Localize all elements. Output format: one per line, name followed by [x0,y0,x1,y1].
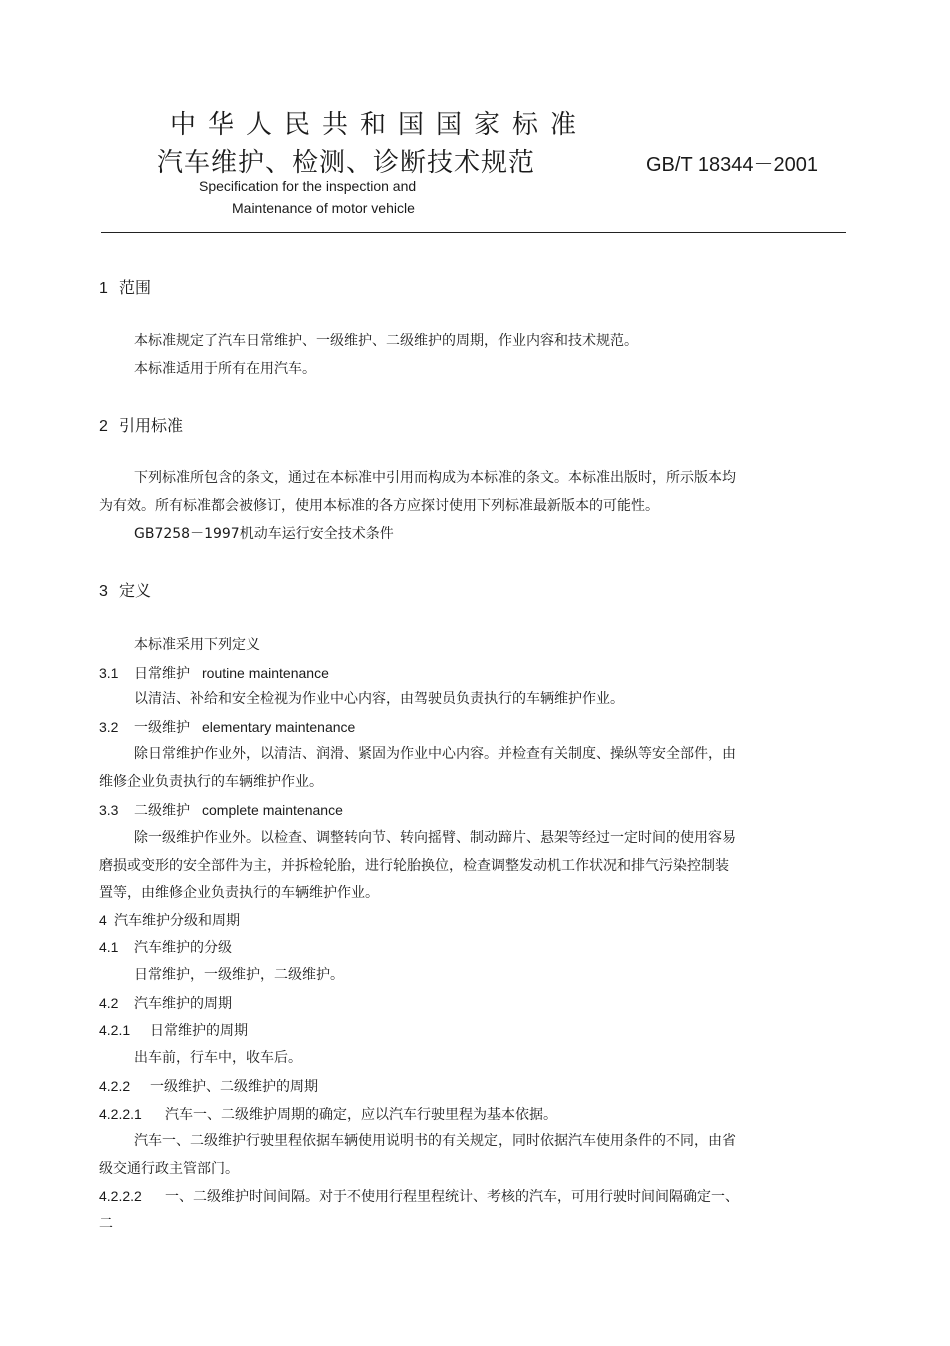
term-en: complete maintenance [202,802,343,818]
clause-4-2-2-2 [99,1187,739,1206]
clause-title: 汽车一、二级维护周期的确定，应以汽车行驶里程为基本依据。 [165,1107,557,1123]
section-title: 范围 [119,278,152,297]
clause-number: 3.3 [99,802,119,818]
section-number: 1 [99,280,108,297]
header-divider [101,232,846,233]
clause-4-2-2-1 [99,1105,557,1124]
term-en: routine maintenance [202,665,329,681]
definition-3-3 [99,801,343,820]
clause-number: 4.2.1 [99,1022,131,1038]
reference-item: GB7258－1997机动车运行安全技术条件 [134,526,394,542]
clause-title: 汽车维护的分级 [134,940,232,956]
section-number: 4 [99,912,107,928]
paragraph: 本标准规定了汽车日常维护、一级维护、二级维护的周期，作业内容和技术规范。 [134,333,638,349]
paragraph: 除一级维护作业外。以检查、调整转向节、转向摇臂、制动蹄片、悬架等经过一定时间的使用容易 [134,830,736,846]
paragraph: 出车前，行车中，收车后。 [134,1050,302,1066]
paragraph: 汽车一、二级维护行驶里程依据车辆使用说明书的有关规定，同时依据汽车使用条件的不同，由省 [134,1133,736,1149]
section-3-heading [99,578,151,601]
clause-number: 4.2 [99,995,119,1011]
clause-title: 日常维护的周期 [150,1023,248,1039]
section-2-heading [99,413,183,436]
clause-title: 一、二级维护时间间隔。对于不使用行程里程统计、考核的汽车，可用行驶时间间隔确定一、 [165,1189,739,1205]
paragraph: 日常维护，一级维护，二级维护。 [134,967,344,983]
clause-4-2-2 [99,1077,318,1096]
clause-4-1 [99,938,232,957]
paragraph: 置等，由维修企业负责执行的车辆维护作业。 [99,885,379,901]
definition-3-2 [99,718,355,737]
term-cn: 一级维护 [134,720,190,736]
clause-4-2-1 [99,1021,248,1040]
standard-code: GB/T 18344－2001 [646,154,818,176]
clause-number: 4.2.2 [99,1078,131,1094]
paragraph: 除日常维护作业外，以清洁、润滑、紧固为作业中心内容。并检查有关制度、操纵等安全部件，由 [134,746,736,762]
section-title: 汽车维护分级和周期 [114,913,240,929]
paragraph: 维修企业负责执行的车辆维护作业。 [99,774,323,790]
clause-4-2 [99,994,232,1013]
section-title: 引用标准 [119,416,184,435]
paragraph: 下列标准所包含的条文，通过在本标准中引用而构成为本标准的条文。本标准出版时，所示版本均 [134,470,736,486]
paragraph: 以清洁、补给和安全检视为作业中心内容，由驾驶员负责执行的车辆维护作业。 [134,691,624,707]
paragraph: 为有效。所有标准都会被修订，使用本标准的各方应探讨使用下列标准最新版本的可能性。 [99,498,659,514]
clause-number: 4.2.2.1 [99,1106,142,1122]
clause-number: 3.2 [99,719,119,735]
paragraph: 本标准采用下列定义 [134,637,260,653]
clause-title: 一级维护、二级维护的周期 [150,1079,318,1095]
section-number: 3 [99,583,108,600]
paragraph: 磨损或变形的安全部件为主，并拆检轮胎，进行轮胎换位，检查调整发动机工作状况和排气污染控制装 [99,858,729,874]
document-title: 汽车维护、检测、诊断技术规范 [157,148,536,178]
section-1-heading [99,275,151,298]
term-cn: 二级维护 [134,803,190,819]
english-title-line2: Maintenance of motor vehicle [232,200,415,216]
paragraph: 二 [99,1216,113,1232]
clause-number: 3.1 [99,665,119,681]
paragraph: 本标准适用于所有在用汽车。 [134,361,316,377]
clause-number: 4.2.2.2 [99,1188,142,1204]
section-title: 定义 [119,581,152,600]
definition-3-1 [99,664,329,683]
section-number: 2 [99,418,108,435]
clause-title: 汽车维护的周期 [134,996,232,1012]
term-en: elementary maintenance [202,719,356,735]
national-standard-title: 中华人民共和国国家标准 [170,110,589,140]
english-title-line1: Specification for the inspection and [199,178,417,194]
term-cn: 日常维护 [134,666,190,682]
section-4-heading [99,911,240,930]
clause-number: 4.1 [99,939,119,955]
paragraph: 级交通行政主管部门。 [99,1161,239,1177]
